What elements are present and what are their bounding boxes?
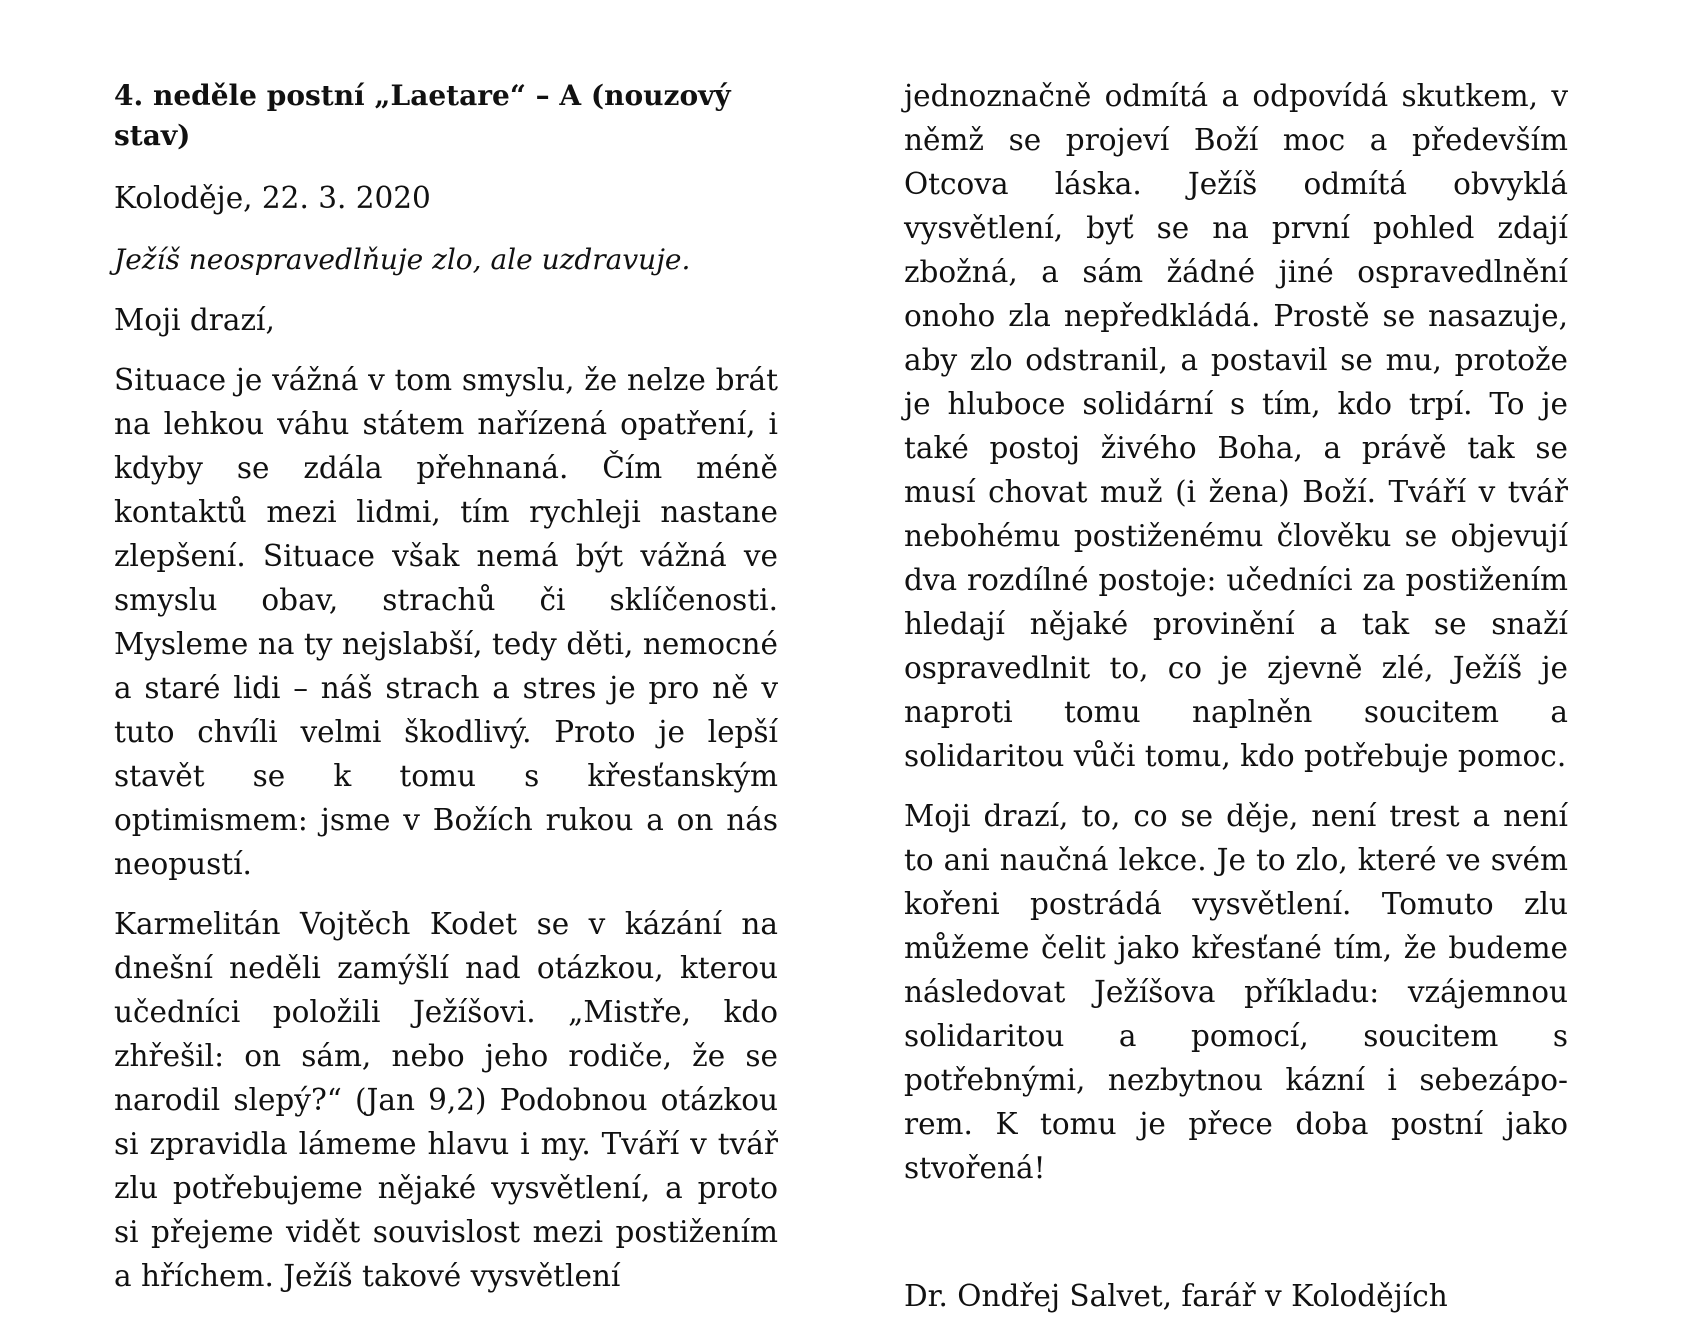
- motto: Ježíš neospravedlňuje zlo, ale uzdravuje.: [114, 243, 691, 276]
- right-column: [904, 74, 1568, 1318]
- paragraph-situation: Situace je vážná v tom smyslu, že nelze brát na lehkou váhu státem nařízená opatření, i kdyby se zdála přehnaná. Čím méně kontaktů mezi lidmi, tím rychleji nastane zlepšení. Situace však nemá být vážná ve smyslu obav, strachů či sklíčenosti. Mysleme na ty nejslabší, tedy děti, nemocné a staré lidi – náš strach a stres je pro ně v tuto chvíli velmi škodlivý. Proto je lepší stavět se k tomu s křesťanským optimismem: jsme v Božích rukou a on nás neopustí.: [114, 363, 778, 881]
- paragraph-kodet-continued: jednoznačně odmítá a odpovídá skutkem, v němž se projeví Boží moc a především Otcova láska. Ježíš odmítá obvyklá vysvětlení, byť se na první pohled zdají zbožná, a sám žádné jiné ospravedlnění onoho zla nepředkládá. Prostě se nasazuje, aby zlo odstranil, a postavil se mu, protože je hluboce solidární s tím, kdo trpí. To je také postoj živého Boha, a právě tak se musí chovat muž (i žena) Boží. Tváří v tvář nebohému postiženému člověku se objevují dva rozdílné postoje: učedníci za postižením hledají nějaké provinění a tak se snaží ospravedlnit to, co je zjevně zlé, Ježíš je naproti tomu naplněn soucitem a solidaritou vůči tomu, kdo potřebuje pomoc.: [904, 79, 1568, 773]
- place-date: Koloděje, 22. 3. 2020: [114, 181, 431, 215]
- document-title: 4. neděle postní „Laetare“ – A (nouzový stav): [114, 79, 731, 152]
- paragraph-kodet: Karmelitán Vojtěch Kodet se v kázání na dnešní neděli zamýšlí nad otázkou, kterou učedníci položili Ježíšovi. „Mistře, kdo zhřešil: on sám, nebo jeho rodiče, že se narodil slepý?“ (Jan 9,2) Podobnou otázkou si zpravidla lámeme hlavu i my. Tváří v tvář zlu potřebujeme nějaké vysvětlení, a proto si přejeme vidět souvislost mezi postižením a hříchem. Ježíš takové vysvětlení: [114, 907, 778, 1293]
- left-column: [114, 76, 778, 1298]
- signature: Dr. Ondřej Salvet, farář v Kolodějích: [904, 1279, 1448, 1313]
- paragraph-conclusion: Moji drazí, to, co se děje, není trest a není to ani naučná lekce. Je to zlo, které ve svém kořeni postrádá vysvětlení. Tomuto zlu můžeme čelit jako křesťané tím, že budeme následovat Ježíšova příkladu: vzájemnou solidaritou a pomocí, soucitem s potřebnými, nezbytnou kázní i sebezáporem. K tomu je přece doba postní jako stvořená!: [904, 799, 1568, 1185]
- greeting: Moji drazí,: [114, 303, 275, 337]
